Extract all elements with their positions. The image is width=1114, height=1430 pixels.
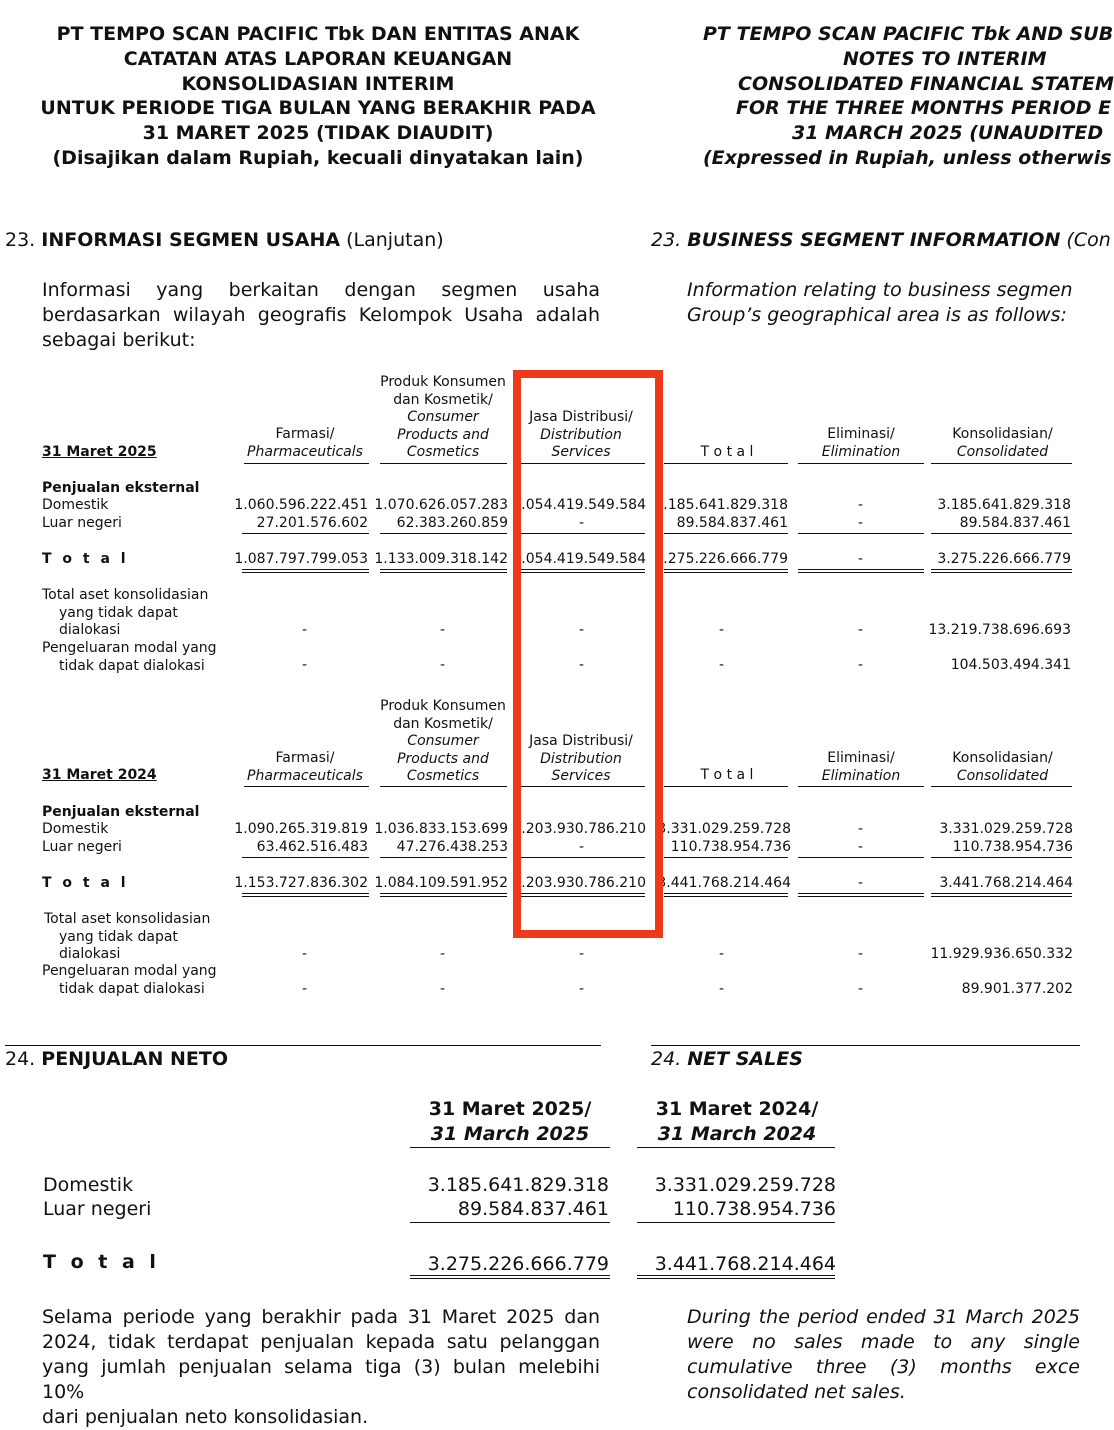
cell-elimination: - — [858, 497, 864, 513]
highlight-box — [513, 370, 663, 938]
header-right-line: (Expressed in Rupiah, unless otherwis — [703, 146, 1112, 169]
cell-total: - — [719, 657, 725, 673]
col-header-total — [660, 767, 794, 785]
cell-elimination: - — [858, 551, 864, 567]
section-number: 23. — [651, 229, 682, 251]
col-header-line: Services — [551, 768, 611, 784]
section-24-heading-en — [651, 1048, 803, 1070]
col-header-line: Konsolidasian/ — [952, 750, 1053, 766]
cell-pharma: - — [302, 657, 308, 673]
cell-consumer: - — [440, 946, 446, 962]
assets-label — [42, 587, 208, 640]
cell-total: 3.441.768.214.464 — [657, 875, 791, 891]
cell-consolidated: 3.441.768.214.464 — [939, 875, 1073, 891]
cell-elimination: - — [858, 622, 864, 638]
cell-consolidated: 89.584.837.461 — [959, 515, 1071, 531]
cell-consumer: - — [440, 981, 446, 997]
section-number: 24. — [651, 1048, 682, 1070]
cell-elimination: - — [858, 657, 864, 673]
row-label: Domestik — [42, 821, 109, 837]
cell-distribution: - — [579, 657, 585, 673]
ext-sales-label: Penjualan eksternal — [42, 804, 200, 820]
header-left-line: UNTUK PERIODE TIGA BULAN YANG BERAKHIR PADA — [40, 97, 596, 120]
col-header-pharma — [240, 426, 370, 461]
section-number: 23. — [5, 229, 36, 251]
total-label: T o t a l — [42, 875, 129, 891]
cell-total: 110.738.954.736 — [670, 839, 791, 855]
col-header-line: Pharmaceuticals — [247, 443, 363, 460]
cell-distribution: 1.203.930.786.210 — [512, 821, 646, 837]
col-header-line: Jasa Distribusi/ — [529, 409, 633, 425]
cell-consolidated: 3.185.641.829.318 — [937, 497, 1071, 513]
assets-label-line: yang tidak dapat — [59, 928, 178, 945]
paragraph-line: Group’s geographical area is as follows: — [687, 304, 1067, 326]
section-title: PENJUALAN NETO — [41, 1048, 229, 1070]
col-header-line: 31 March 2025 — [430, 1123, 590, 1145]
section-23-heading-en — [651, 229, 1111, 251]
col-header-elimination — [798, 750, 924, 785]
col-header-line: Products and — [397, 750, 489, 767]
col-header-line: Cosmetics — [406, 444, 480, 460]
col-header-2024 — [637, 1097, 837, 1147]
col-header-consumer — [373, 374, 513, 462]
paragraph-line: cumulative three (3) months exce — [687, 1356, 1080, 1378]
cell-consumer: 1.084.109.591.952 — [374, 875, 508, 891]
cell-pharma: 1.060.596.222.451 — [234, 497, 368, 513]
cell-consumer: 1.036.833.153.699 — [374, 821, 508, 837]
col-header-line: Produk Konsumen — [380, 698, 506, 714]
header-left-line: 31 MARET 2025 (TIDAK DIAUDIT) — [142, 122, 494, 145]
header-right-line: 31 MARCH 2025 (UNAUDITED — [792, 122, 1104, 145]
assets-label-line: yang tidak dapat — [59, 604, 178, 621]
cell-elimination: - — [858, 875, 864, 891]
cell-distribution: - — [579, 622, 585, 638]
cell-2024: 110.738.954.736 — [672, 1198, 836, 1220]
cell-distribution: - — [579, 839, 585, 855]
cell-pharma: 1.087.797.799.053 — [234, 551, 368, 567]
section-continued: (Lanjutan) — [346, 229, 444, 251]
col-header-line: Distribution — [540, 426, 622, 443]
cell-2025: 3.185.641.829.318 — [427, 1174, 609, 1196]
row-label: Luar negeri — [43, 1198, 152, 1220]
col-header-line: Eliminasi/ — [827, 750, 895, 766]
col-header-line: Elimination — [821, 767, 901, 784]
section-title: NET SALES — [687, 1048, 803, 1070]
header-right — [703, 22, 1114, 171]
cell-distribution: 1.203.930.786.210 — [512, 875, 646, 891]
cell-total: 89.584.837.461 — [676, 515, 788, 531]
paragraph-line: yang jumlah penjualan selama tiga (3) bulan melebihi 10% — [42, 1356, 600, 1403]
ext-sales-label: Penjualan eksternal — [42, 480, 200, 496]
paragraph-en-24 — [687, 1305, 1080, 1405]
col-header-line: Konsolidasian/ — [952, 426, 1053, 442]
cell-consolidated: 3.331.029.259.728 — [939, 821, 1073, 837]
capex-label-line: tidak dapat dialokasi — [59, 980, 205, 997]
cell-pharma: - — [302, 622, 308, 638]
row-label: Luar negeri — [42, 839, 122, 855]
col-header-line: Jasa Distribusi/ — [529, 733, 633, 749]
header-left-line: (Disajikan dalam Rupiah, kecuali dinyatakan lain) — [52, 146, 584, 169]
cell-total: 3.331.029.259.728 — [657, 821, 791, 837]
cell-elimination: - — [858, 946, 864, 962]
paragraph-line: berdasarkan wilayah geografis Kelompok Usaha adalah — [42, 304, 600, 326]
col-header-line: Services — [551, 444, 611, 460]
paragraph-line: consolidated net sales. — [687, 1381, 906, 1403]
header-left-line: KONSOLIDASIAN INTERIM — [181, 72, 455, 95]
col-header-line: Cosmetics — [406, 768, 480, 784]
section-24-heading-id — [5, 1048, 228, 1070]
col-header-line: T o t a l — [700, 444, 754, 460]
cell-consolidated: 3.275.226.666.779 — [937, 551, 1071, 567]
paragraph-line: During the period ended 31 March 2025 — [687, 1306, 1080, 1328]
header-right-line: CONSOLIDATED FINANCIAL STATEM — [738, 72, 1114, 95]
section-23-heading-id — [5, 229, 444, 251]
col-header-line: Pharmaceuticals — [247, 767, 363, 784]
capex-label-line: Pengeluaran modal yang — [42, 963, 217, 979]
col-header-consumer — [373, 698, 513, 786]
header-right-line: PT TEMPO SCAN PACIFIC Tbk AND SUB — [703, 23, 1114, 45]
col-header-line: Consolidated — [956, 767, 1049, 784]
paragraph-id-24 — [42, 1305, 600, 1430]
cell-pharma: 27.201.576.602 — [256, 515, 368, 531]
col-header-line: Eliminasi/ — [827, 426, 895, 442]
cell-consolidated: 13.219.738.696.693 — [928, 622, 1071, 638]
col-header-line: T o t a l — [700, 767, 754, 783]
paragraph-line: Information relating to business segmen — [687, 279, 1073, 301]
cell-2025: 89.584.837.461 — [457, 1198, 609, 1220]
cell-consumer: 1.070.626.057.283 — [374, 497, 508, 513]
cell-elimination: - — [858, 515, 864, 531]
col-header-line: Farmasi/ — [275, 750, 335, 766]
col-header-2025 — [410, 1097, 610, 1147]
cell-pharma: 1.090.265.319.819 — [234, 821, 368, 837]
cell-2024: 3.331.029.259.728 — [654, 1174, 836, 1196]
cell-consolidated: 104.503.494.341 — [950, 657, 1071, 673]
cell-consumer: 62.383.260.859 — [396, 515, 508, 531]
cell-pharma: - — [302, 981, 308, 997]
header-left-line: PT TEMPO SCAN PACIFIC Tbk DAN ENTITAS ANAK — [56, 23, 580, 45]
assets-label-line: dialokasi — [59, 946, 121, 962]
section-title: INFORMASI SEGMEN USAHA — [41, 229, 341, 251]
col-header-consolidated — [931, 750, 1074, 785]
col-header-line: 31 Maret 2024/ — [655, 1098, 819, 1120]
cell-pharma: 63.462.516.483 — [256, 839, 368, 855]
cell-consolidated: 110.738.954.736 — [952, 839, 1073, 855]
cell-consumer: 47.276.438.253 — [396, 839, 508, 855]
cell-consolidated: 11.929.936.650.332 — [930, 946, 1073, 962]
cell-elimination: - — [858, 981, 864, 997]
cell-total: - — [719, 946, 725, 962]
total-label: T o t a l — [42, 551, 129, 567]
cell-2024: 3.441.768.214.464 — [654, 1253, 836, 1275]
assets-label-line: Total aset konsolidasian — [42, 587, 209, 603]
col-header-line: Consolidated — [956, 443, 1049, 460]
row-label: Domestik — [42, 497, 109, 513]
capex-label — [42, 963, 217, 998]
period-label-2024: 31 Maret 2024 — [42, 767, 157, 783]
header-right-line: FOR THE THREE MONTHS PERIOD E — [736, 97, 1112, 120]
col-header-elimination — [798, 426, 924, 461]
paragraph-line: 2024, tidak terdapat penjualan kepada satu pelanggan — [42, 1331, 600, 1353]
cell-total: - — [719, 981, 725, 997]
col-header-line: 31 Maret 2025/ — [428, 1098, 592, 1120]
capex-label-line: tidak dapat dialokasi — [59, 657, 205, 674]
assets-label — [44, 911, 210, 964]
cell-consumer: - — [440, 657, 446, 673]
row-label: Luar negeri — [42, 515, 122, 531]
row-label: Domestik — [43, 1174, 134, 1196]
cell-2025: 3.275.226.666.779 — [427, 1253, 609, 1275]
cell-distribution: 1.054.419.549.584 — [512, 497, 646, 513]
section-number: 24. — [5, 1048, 36, 1070]
cell-consumer: 1.133.009.318.142 — [374, 551, 508, 567]
col-header-line: Farmasi/ — [275, 426, 335, 442]
paragraph-id-23 — [42, 278, 600, 353]
col-header-line: 31 March 2024 — [657, 1123, 817, 1145]
paragraph-line: Informasi yang berkaitan dengan segmen usaha — [42, 279, 600, 301]
assets-label-line: Total aset konsolidasian — [44, 911, 211, 927]
paragraph-line: were no sales made to any single — [687, 1331, 1080, 1353]
section-continued: (Con — [1066, 229, 1111, 251]
col-header-line: Consumer — [407, 409, 479, 425]
cell-total: 3.275.226.666.779 — [654, 551, 788, 567]
cell-distribution: - — [579, 981, 585, 997]
header-left — [0, 22, 636, 171]
col-header-line: Elimination — [821, 443, 901, 460]
col-header-total — [660, 444, 794, 462]
paragraph-line: dari penjualan neto konsolidasian. — [42, 1406, 369, 1428]
cell-distribution: - — [579, 515, 585, 531]
cell-distribution: 1.054.419.549.584 — [512, 551, 646, 567]
cell-elimination: - — [858, 839, 864, 855]
header-left-line: CATATAN ATAS LAPORAN KEUANGAN — [123, 47, 513, 70]
col-header-line: Products and — [397, 426, 489, 443]
cell-total: - — [719, 622, 725, 638]
assets-label-line: dialokasi — [59, 622, 121, 638]
col-header-line: dan Kosmetik/ — [393, 391, 493, 408]
cell-consumer: - — [440, 622, 446, 638]
cell-distribution: - — [579, 946, 585, 962]
col-header-line: Produk Konsumen — [380, 374, 506, 390]
section-title: BUSINESS SEGMENT INFORMATION — [687, 229, 1061, 251]
col-header-line: Consumer — [407, 733, 479, 749]
capex-label-line: Pengeluaran modal yang — [42, 640, 217, 656]
cell-total: 3.185.641.829.318 — [654, 497, 788, 513]
paragraph-en-23 — [687, 278, 1087, 328]
paragraph-line: sebagai berikut: — [42, 329, 196, 351]
header-right-line: NOTES TO INTERIM — [843, 47, 1047, 70]
cell-consolidated: 89.901.377.202 — [961, 981, 1073, 997]
cell-pharma: - — [302, 946, 308, 962]
total-label: T o t a l — [43, 1251, 160, 1273]
col-header-consolidated — [931, 426, 1074, 461]
paragraph-line: Selama periode yang berakhir pada 31 Maret 2025 dan — [42, 1306, 600, 1328]
cell-pharma: 1.153.727.836.302 — [234, 875, 368, 891]
cell-elimination: - — [858, 821, 864, 837]
col-header-line: Distribution — [540, 750, 622, 767]
capex-label — [42, 640, 217, 675]
col-header-line: dan Kosmetik/ — [393, 715, 493, 732]
col-header-pharma — [240, 750, 370, 785]
period-label-2025: 31 Maret 2025 — [42, 444, 157, 460]
